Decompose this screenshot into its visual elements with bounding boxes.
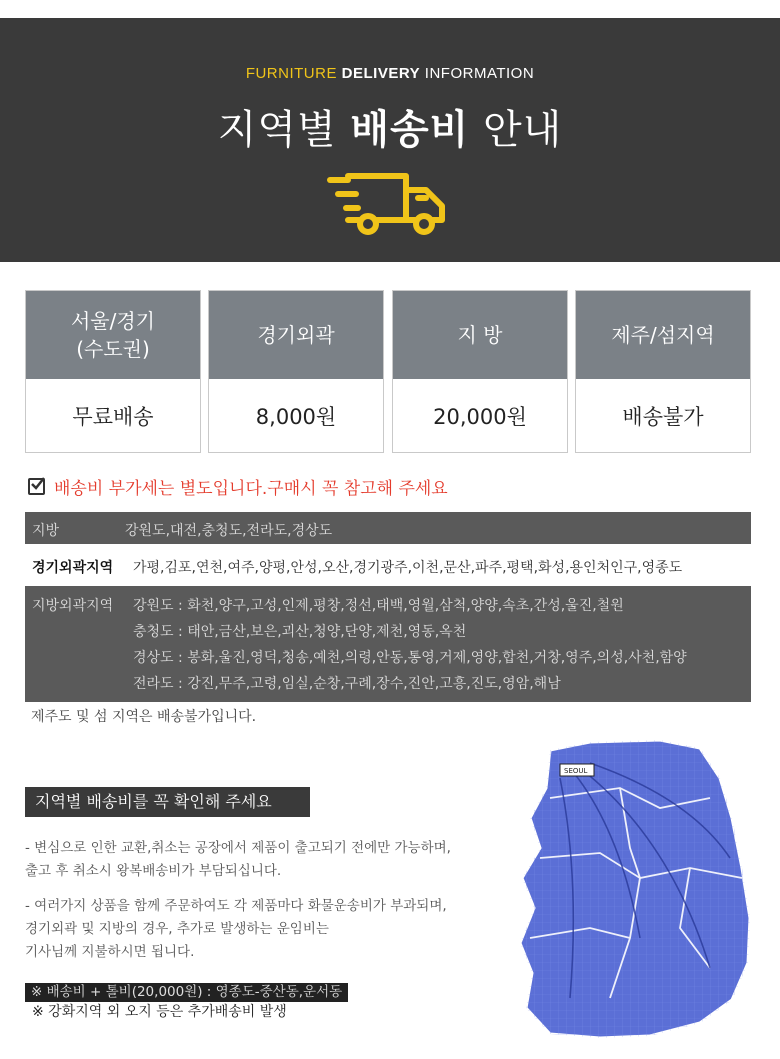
check-section-title: 지역별 배송비를 꼭 확인해 주세요: [25, 787, 310, 817]
fee-card-amount: 8,000원: [255, 404, 337, 429]
region-row-outer: [25, 548, 751, 584]
korea-map-icon: [510, 738, 760, 1043]
fee-cards: [25, 290, 751, 453]
bullet-freight: - 여러가지 상품을 함께 주문하여도 각 제품마다 화물운송비가 부과되며,: [25, 898, 447, 914]
remote-line-gyeongsang: 경상도 : 봉화,울진,영덕,청송,예천,의령,안동,통영,거제,영양,합천,거창,영주,의성,사천,함양: [133, 650, 687, 666]
remote-line-gangwon: 강원도 : 화천,양구,고성,인제,평창,정선,태백,영월,삼척,양양,속초,간성,울진,철원: [133, 598, 624, 614]
region-text: 강원도,대전,충청도,전라도,경상도: [125, 523, 333, 539]
region-label: 지방외곽지역: [32, 598, 114, 614]
eyebrow-furniture: FURNITURE: [245, 65, 337, 82]
title-part-bold: 배송비: [350, 107, 470, 153]
vat-notice: [28, 474, 448, 499]
bullet-freight-2: 경기외곽 및 지방의 경우, 추가로 발생하는 운임비는: [25, 921, 329, 937]
remote-line-jeolla: 전라도 : 강진,무주,고령,임실,순창,구례,장수,진안,고흥,진도,영암,해남: [133, 676, 561, 692]
fee-card-region: 서울/경기 (수도권): [26, 291, 200, 379]
page-title: [0, 98, 780, 155]
vat-notice-text: 배송비 부가세는 별도입니다.구매시 꼭 참고해 주세요: [54, 479, 448, 499]
fee-card-outer: [208, 290, 384, 453]
fee-card-local: [392, 290, 568, 453]
fee-card-region: 지 방: [393, 291, 567, 379]
extra-fee-note: ※ 강화지역 외 오지 등은 추가배송비 발생: [32, 1004, 287, 1020]
bullet-freight-3: 기사님께 지불하시면 됩니다.: [25, 944, 195, 960]
checkbox-icon: [28, 478, 45, 495]
fee-card-amount: 20,000원: [433, 404, 527, 429]
remote-line-chungcheong: 충청도 : 태안,금산,보은,괴산,청양,단양,제천,영동,옥천: [133, 624, 467, 640]
fee-card-amount: 무료배송: [72, 404, 154, 429]
header-eyebrow: [0, 65, 780, 82]
region-label: 지방: [32, 523, 60, 539]
eyebrow-information: INFORMATION: [424, 65, 535, 82]
toll-note: ※ 배송비 + 톨비(20,000원) : 영종도-중산동,운서동: [25, 983, 348, 1002]
region-label: 경기외곽지역: [32, 560, 114, 576]
eyebrow-delivery: DELIVERY: [341, 65, 421, 82]
region-row-remote: [25, 586, 751, 702]
title-part-1: 지역별: [217, 107, 337, 153]
title-part-2: 안내: [483, 107, 563, 153]
fee-card-capital: [25, 290, 201, 453]
bullet-exchange-2: 출고 후 취소시 왕복배송비가 부담되십니다.: [25, 863, 282, 879]
bullet-exchange: - 변심으로 인한 교환,취소는 공장에서 제품이 출고되기 전에만 가능하며,: [25, 840, 451, 856]
region-row-local: [25, 512, 751, 544]
island-note: 제주도 및 섬 지역은 배송불가입니다.: [31, 709, 257, 725]
fee-card-region: 경기외곽: [209, 291, 383, 379]
header-banner: [0, 18, 780, 262]
fee-card-jeju: [575, 290, 751, 453]
fee-card-amount: 배송불가: [622, 404, 704, 429]
map-seoul-label: SEOUL: [564, 767, 588, 775]
fee-card-region: 제주/섬지역: [576, 291, 750, 379]
region-text: 가평,김포,연천,여주,양평,안성,오산,경기광주,이천,문산,파주,평택,화성,용인처인구,영종도: [133, 560, 683, 576]
delivery-truck-icon: [326, 168, 450, 238]
